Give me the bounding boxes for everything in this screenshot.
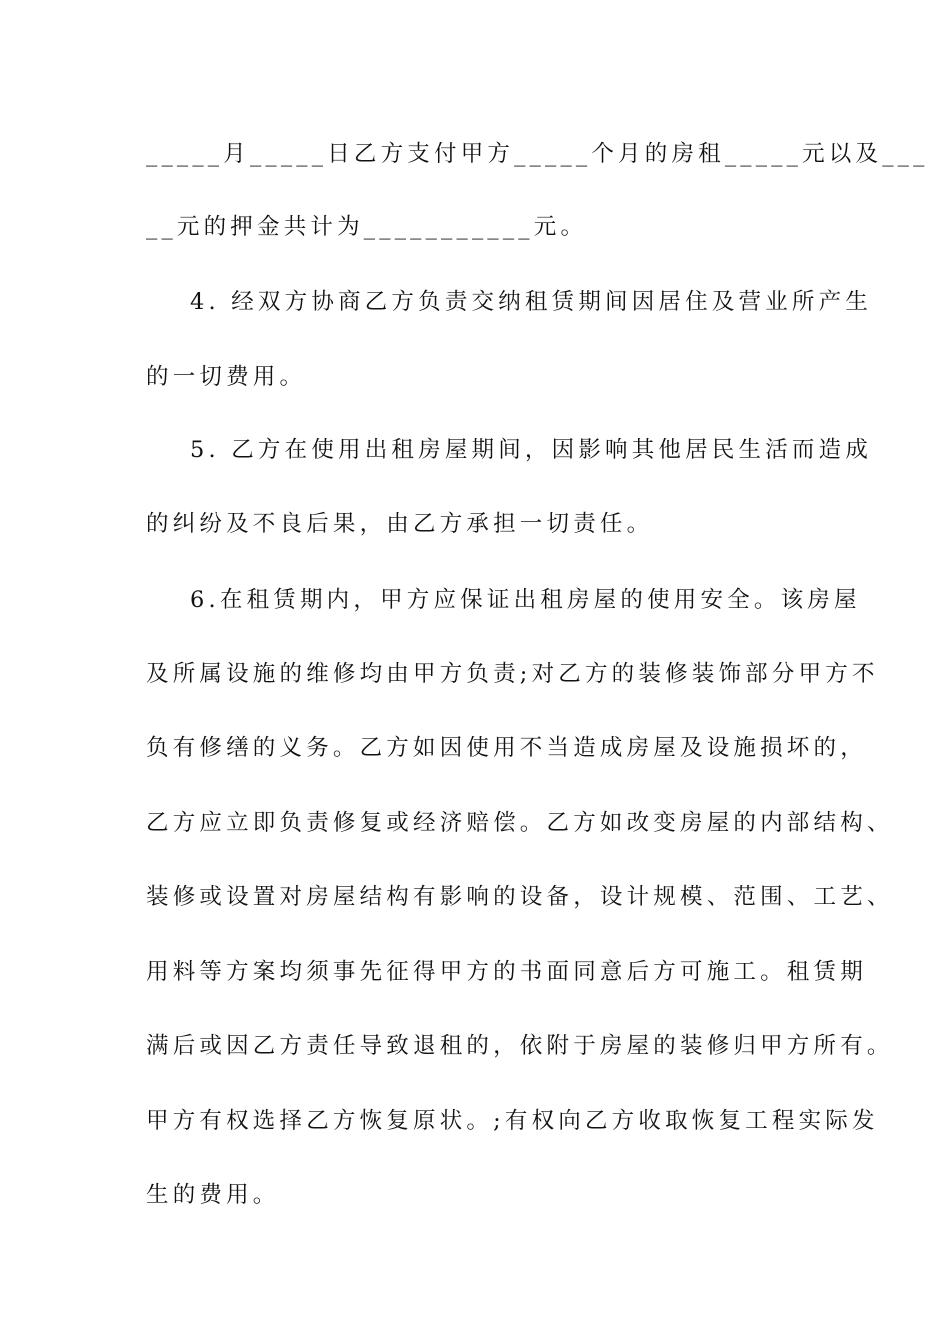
- paragraph-4-line: 4. 经双方协商乙方负责交纳租赁期间因居住及营业所产生: [190, 289, 873, 315]
- paragraph-5-line: 5. 乙方在使用出租房屋期间，因影响其他居民生活而造成: [190, 437, 873, 463]
- text-line: 满后或因乙方责任导致退租的，依附于房屋的装修归甲方所有。: [146, 1033, 894, 1059]
- text-line: 甲方有权选择乙方恢复原状。;有权向乙方收取恢复工程实际发: [146, 1108, 879, 1134]
- text-line: 乙方应立即负责修复或经济赔偿。乙方如改变房屋的内部结构、: [146, 810, 894, 836]
- text-line: _____月_____日乙方支付甲方_____个月的房租_____元以及___: [146, 141, 929, 167]
- text-line: 生的费用。: [146, 1182, 280, 1208]
- text-line: 负有修缮的义务。乙方如因使用不当造成房屋及设施损坏的，: [146, 735, 867, 761]
- text-line: 的纠纷及不良后果，由乙方承担一切责任。: [146, 511, 654, 537]
- text-line: 用料等方案均须事先征得甲方的书面同意后方可施工。租赁期: [146, 959, 867, 985]
- text-line: __元的押金共计为___________元。: [146, 214, 588, 240]
- paragraph-6-line: 6.在租赁期内，甲方应保证出租房屋的使用安全。该房屋: [190, 587, 861, 613]
- text-line: 及所属设施的维修均由甲方负责;对乙方的装修装饰部分甲方不: [146, 661, 879, 687]
- text-line: 装修或设置对房屋结构有影响的设备，设计规模、范围、工艺、: [146, 884, 894, 910]
- text-line: 的一切费用。: [146, 364, 307, 390]
